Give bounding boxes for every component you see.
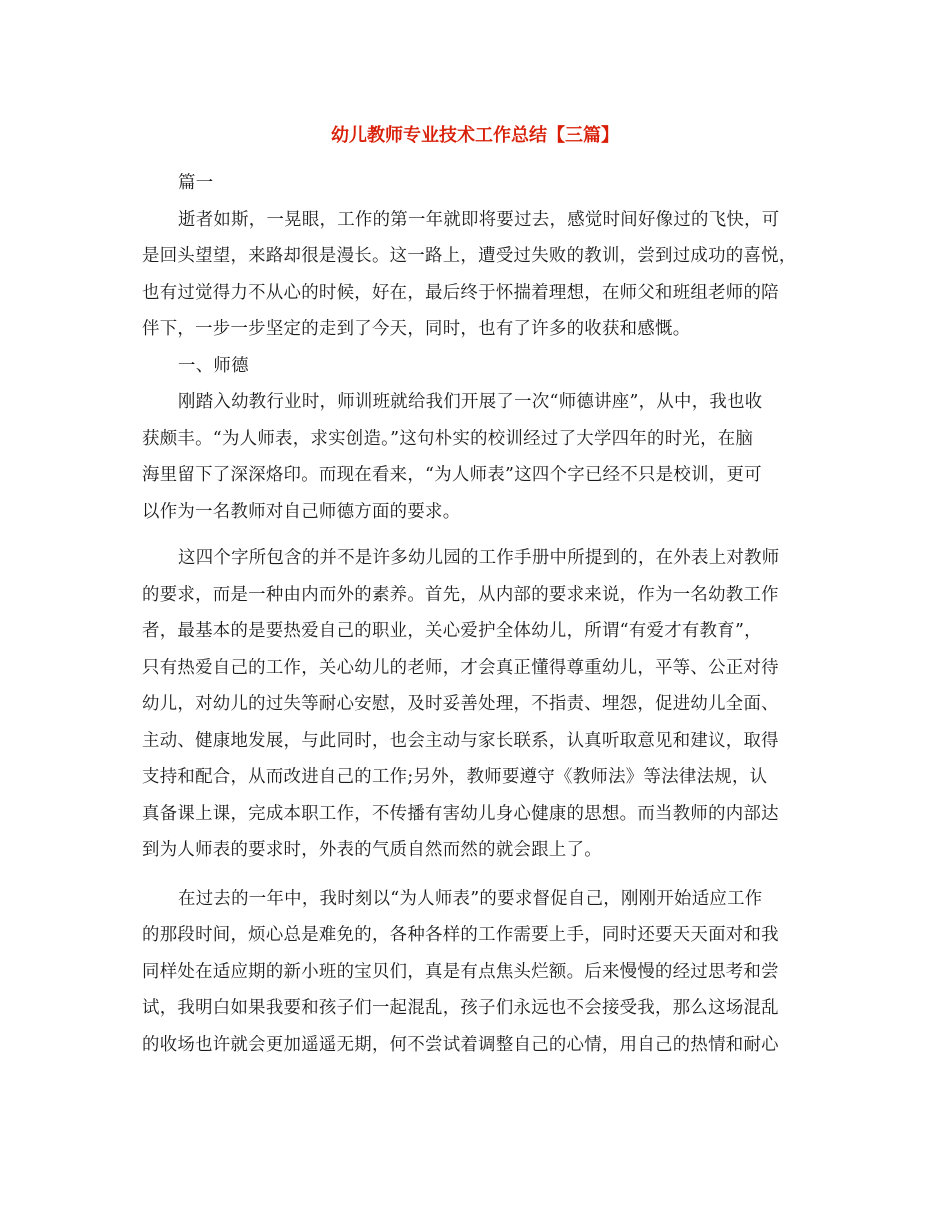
paragraph-line: 的收场也许就会更加遥遥无期，何不尝试着调整自己的心情，用自己的热情和耐心 (142, 1034, 779, 1055)
paragraph-line: 真备课上课，完成本职工作，不传播有害幼儿身心健康的思想。而当教师的内部达 (142, 803, 779, 824)
paragraph-line: 伴下，一步一步坚定的走到了今天，同时，也有了许多的收获和感慨。 (142, 319, 691, 339)
section-heading: 篇一 (178, 173, 214, 193)
paragraph-line: 幼儿，对幼儿的过失等耐心安慰，及时妥善处理，不指责、埋怨，促进幼儿全面、 (142, 694, 779, 714)
paragraph-line: 逝者如斯，一晃眼，工作的第一年就即将要过去，感觉时间好像过的飞快，可 (178, 209, 780, 230)
paragraph-line: 同样处在适应期的新小班的宝贝们，真是有点焦头烂额。后来慢慢的经过思考和尝 (142, 961, 779, 982)
paragraph-line: 到为人师表的要求时，外表的气质自然而然的就会跟上了。 (142, 840, 602, 860)
paragraph-line: 也有过觉得力不从心的时候，好在，最后终于怀揣着理想，在师父和班组老师的陪 (142, 282, 779, 303)
paragraph-line: 的那段时间，烦心总是难免的，各种各样的工作需要上手，同时还要天天面对和我 (142, 925, 779, 945)
paragraph-line: 的要求，而是一种由内而外的素养。首先，从内部的要求来说，作为一名幼教工作 (142, 584, 779, 605)
paragraph-line: 获颇丰。“为人师表，求实创造。”这句朴实的校训经过了大学四年的时光，在脑 (142, 428, 754, 449)
paragraph-line: 海里留下了深深烙印。而现在看来，“为人师表”这四个字已经不只是校训，更可 (142, 465, 762, 485)
section-heading: 一、师德 (178, 355, 249, 376)
paragraph-line: 以作为一名教师对自己师德方面的要求。 (142, 501, 461, 522)
document-title: 幼儿教师专业技术工作总结【三篇】 (331, 125, 619, 146)
paragraph-line: 者，最基本的是要热爱自己的职业，关心爱护全体幼儿，所谓“有爱才有教育”， (142, 621, 762, 641)
paragraph-line: 刚踏入幼教行业时，师训班就给我们开展了一次“师德讲座”，从中，我也收 (178, 392, 763, 412)
paragraph-line: 主动、健康地发展，与此同时，也会主动与家长联系，认真听取意见和建议，取得 (142, 730, 779, 751)
document-body (142, 165, 808, 1063)
paragraph-line: 支持和配合，从而改进自己的工作;另外，教师要遵守《教师法》等法律法规，认 (142, 767, 768, 787)
paragraph-line: 只有热爱自己的工作，关心幼儿的老师，才会真正懂得尊重幼儿，平等、公正对待 (142, 657, 779, 678)
paragraph-line: 这四个字所包含的并不是许多幼儿园的工作手册中所提到的，在外表上对教师 (178, 548, 780, 568)
paragraph-line: 试，我明白如果我要和孩子们一起混乱，孩子们永远也不会接受我，那么这场混乱 (142, 998, 779, 1018)
paragraph-line: 在过去的一年中，我时刻以“为人师表”的要求督促自己，刚刚开始适应工作 (178, 888, 763, 909)
paragraph-line: 是回头望望，来路却很是漫长。这一路上，遭受过失败的教训，尝到过成功的喜悦， (142, 246, 797, 266)
